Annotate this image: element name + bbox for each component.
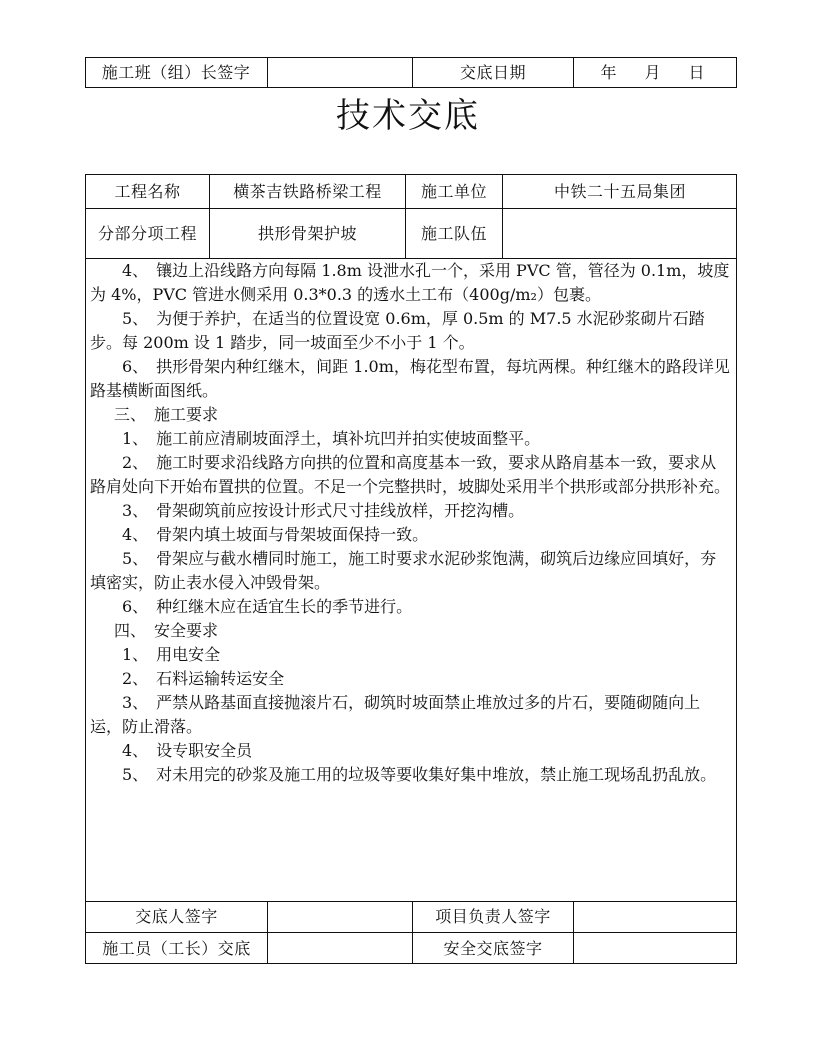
unit-label: 施工单位 bbox=[420, 181, 487, 201]
leader-sign-field[interactable] bbox=[268, 57, 412, 88]
content-paragraph: 6、 种红继木应在适宜生长的季节进行。 bbox=[122, 597, 413, 616]
pm-sign-field[interactable] bbox=[574, 902, 737, 932]
content-paragraph: 3、 严禁从路基面直接抛滚片石，砌筑时坡面禁止堆放过多的片石，要随砌随向上运，防止滑落。 bbox=[90, 693, 701, 736]
foreman-label: 施工员（工长）交底 bbox=[102, 938, 251, 958]
handover-sign-label: 交底人签字 bbox=[135, 907, 218, 926]
foreman-field[interactable] bbox=[268, 933, 412, 964]
content-paragraph: 三、 施工要求 bbox=[114, 405, 219, 424]
subproject-value: 拱形骨架护坡 bbox=[257, 223, 357, 243]
disclosure-content bbox=[90, 259, 732, 787]
content-paragraph: 5、 骨架应与截水槽同时施工，施工时要求水泥砂浆饱满，砌筑后边缘应回填好，夯填密实，防止表水侵入冲毁骨架。 bbox=[90, 549, 717, 592]
pm-sign-label: 项目负责人签字 bbox=[435, 907, 551, 926]
content-paragraph: 1、 施工前应清刷坡面浮土，填补坑凹并拍实使坡面整平。 bbox=[122, 429, 541, 448]
content-paragraph: 4、 镶边上沿线路方向每隔 1.8m 设泄水孔一个，采用 PVC 管，管径为 0.1m，坡度为 4%，PVC 管进水侧采用 0.3*0.3 的透水土工布（400g/m₂）包裹。 bbox=[90, 261, 730, 304]
content-paragraph: 6、 拱形骨架内种红继木，间距 1.0m，梅花型布置，每坑两棵。种红继木的路段详见路基横断面图纸。 bbox=[90, 357, 730, 400]
project-name-label: 工程名称 bbox=[114, 181, 181, 201]
subproject-label: 分部分项工程 bbox=[97, 223, 197, 243]
content-paragraph: 4、 设专职安全员 bbox=[122, 741, 253, 760]
content-paragraph: 2、 石料运输转运安全 bbox=[122, 669, 285, 688]
leader-sign-label: 施工班（组）长签字 bbox=[101, 62, 251, 82]
handover-sign-field[interactable] bbox=[268, 902, 412, 932]
content-paragraph: 4、 骨架内填土坡面与骨架坡面保持一致。 bbox=[122, 525, 429, 544]
content-paragraph: 5、 对未用完的砂浆及施工用的垃圾等要收集好集中堆放，禁止施工现场乱扔乱放。 bbox=[122, 765, 717, 784]
unit-value: 中铁二十五局集团 bbox=[553, 181, 686, 201]
content-paragraph: 3、 骨架砌筑前应按设计形式尺寸挂线放样，开挖沟槽。 bbox=[122, 501, 525, 520]
content-paragraph: 2、 施工时要求沿线路方向拱的位置和高度基本一致，要求从路肩基本一致，要求从路肩处向下开始布置拱的位置。不足一个完整拱时，坡脚处采用半个拱形或部分拱形补充。 bbox=[90, 453, 731, 496]
content-paragraph: 四、 安全要求 bbox=[114, 621, 219, 640]
safety-sign-label: 安全交底签字 bbox=[443, 938, 543, 958]
content-paragraph: 1、 用电安全 bbox=[122, 645, 221, 664]
team-label: 施工队伍 bbox=[420, 223, 487, 243]
safety-sign-field[interactable] bbox=[574, 933, 737, 964]
date-field[interactable]: 年 月 日 bbox=[600, 62, 711, 82]
project-name-value: 横茶吉铁路桥梁工程 bbox=[233, 181, 382, 201]
content-paragraph: 5、 为便于养护，在适当的位置设宽 0.6m，厚 0.5m 的 M7.5 水泥砂浆砌片石踏步。每 200m 设 1 踏步，同一坡面至少不小于 1 个。 bbox=[90, 309, 705, 352]
team-value bbox=[503, 209, 737, 258]
date-label: 交底日期 bbox=[459, 62, 526, 82]
document-title: 技术交底 bbox=[336, 96, 480, 136]
